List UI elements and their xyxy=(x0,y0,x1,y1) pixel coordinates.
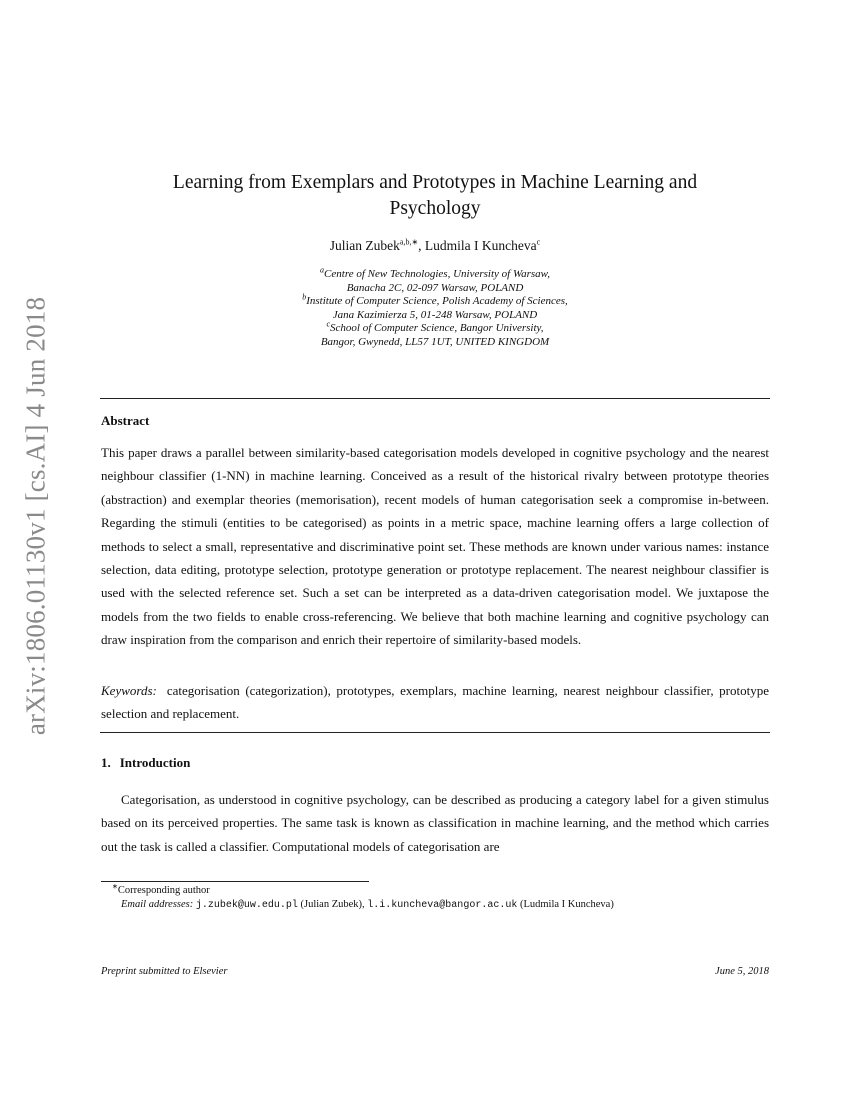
section-number: 1. xyxy=(101,755,111,770)
author-name: Ludmila I Kuncheva xyxy=(424,238,537,253)
affiliation-mark: c xyxy=(326,319,330,329)
email-owner: (Julian Zubek), xyxy=(300,899,365,910)
footer-date: June 5, 2018 xyxy=(715,966,769,977)
section-heading xyxy=(101,755,190,771)
abstract-text: This paper draws a parallel between similarity-based categorisation models developed in cognitive psychology and the nearest neighbour classifier (1-NN) in machine learning. Conceived as a result of the historical rivalry between prototype theories (abstraction) and exemplar theories (memorisation), recent models of human categorisation seek a compromise in-between. Regarding the stimuli (entities to be categorised) as points in a metric space, machine learning offers a large collection of methods to select a small, representative and discriminative point set. These methods are known under various names: instance selection, data editing, prototype selection, prototype generation or prototype replacement. The nearest neighbour classifier is used with the selected reference set. Such a set can be interpreted as a data-driven categorisation model. We juxtapose the models from the two fields to enable cross-referencing. We believe that both machine learning and cognitive psychology can draw inspiration from the comparison and enrich their repertoire of similarity-based models. xyxy=(101,445,769,648)
author-separator: , xyxy=(418,238,425,253)
keywords-label: Keywords: xyxy=(101,683,157,698)
affiliation-line: Banacha 2C, 02-097 Warsaw, POLAND xyxy=(346,281,524,294)
keywords-text: categorisation (categorization), prototypes, exemplars, machine learning, nearest neighbour classifier, prototype selection and replacement. xyxy=(101,683,769,722)
author-list xyxy=(100,238,770,254)
footnote-rule xyxy=(101,881,369,882)
arxiv-identifier: arXiv:1806.01130v1 [cs.AI] 4 Jun 2018 xyxy=(20,296,51,736)
email-link[interactable]: j.zubek@uw.edu.pl xyxy=(195,900,298,911)
affiliation-a xyxy=(100,265,770,282)
affiliation-mark: b xyxy=(302,292,307,302)
abstract-heading: Abstract xyxy=(101,413,150,428)
abstract-top-rule xyxy=(100,398,770,399)
affiliation-b xyxy=(100,292,770,309)
email-owner: (Ludmila I Kuncheva) xyxy=(519,899,614,910)
footnote-corresponding xyxy=(112,884,780,898)
footnote-text: Corresponding author xyxy=(117,885,210,896)
arxiv-stamp xyxy=(0,0,60,1100)
affiliation-line: Bangor, Gwynedd, LL57 1UT, UNITED KINGDOM xyxy=(320,335,550,348)
affiliation-line: Jana Kazimierza 5, 01-248 Warsaw, POLAND xyxy=(332,308,538,321)
keywords xyxy=(101,679,769,726)
affiliation-c xyxy=(100,319,770,336)
author-affiliation-marks: a,b,∗ xyxy=(399,237,419,247)
author-affiliation-marks: c xyxy=(536,237,541,247)
footnote-mark: ∗ xyxy=(112,882,118,891)
affiliation-line: Centre of New Technologies, University of Warsaw, xyxy=(324,268,550,280)
affiliation-mark: a xyxy=(320,265,325,275)
affiliation-line: School of Computer Science, Bangor University, xyxy=(330,322,544,335)
footnote-emails xyxy=(121,898,789,913)
footer-left: Preprint submitted to Elsevier xyxy=(101,966,228,977)
affiliation-line: Institute of Computer Science, Polish Academy of Sciences, xyxy=(306,295,568,308)
author-name: Julian Zubek xyxy=(329,238,400,253)
affiliations xyxy=(100,265,770,350)
section-title: Introduction xyxy=(119,755,191,770)
email-link[interactable]: l.i.kuncheva@bangor.ac.uk xyxy=(367,900,518,911)
email-label: Email addresses: xyxy=(121,899,194,910)
abstract-bottom-rule xyxy=(100,732,770,733)
paper-title: Learning from Exemplars and Prototypes in Machine Learning and Psychology xyxy=(172,172,698,219)
introduction-text: Categorisation, as understood in cognitive psychology, can be described as producing a category label for a given stimulus based on its perceived properties. The same task is known as classification in machine learning, and the method which carries out the task is called a classifier. Computational models of categorisation are xyxy=(101,792,769,854)
